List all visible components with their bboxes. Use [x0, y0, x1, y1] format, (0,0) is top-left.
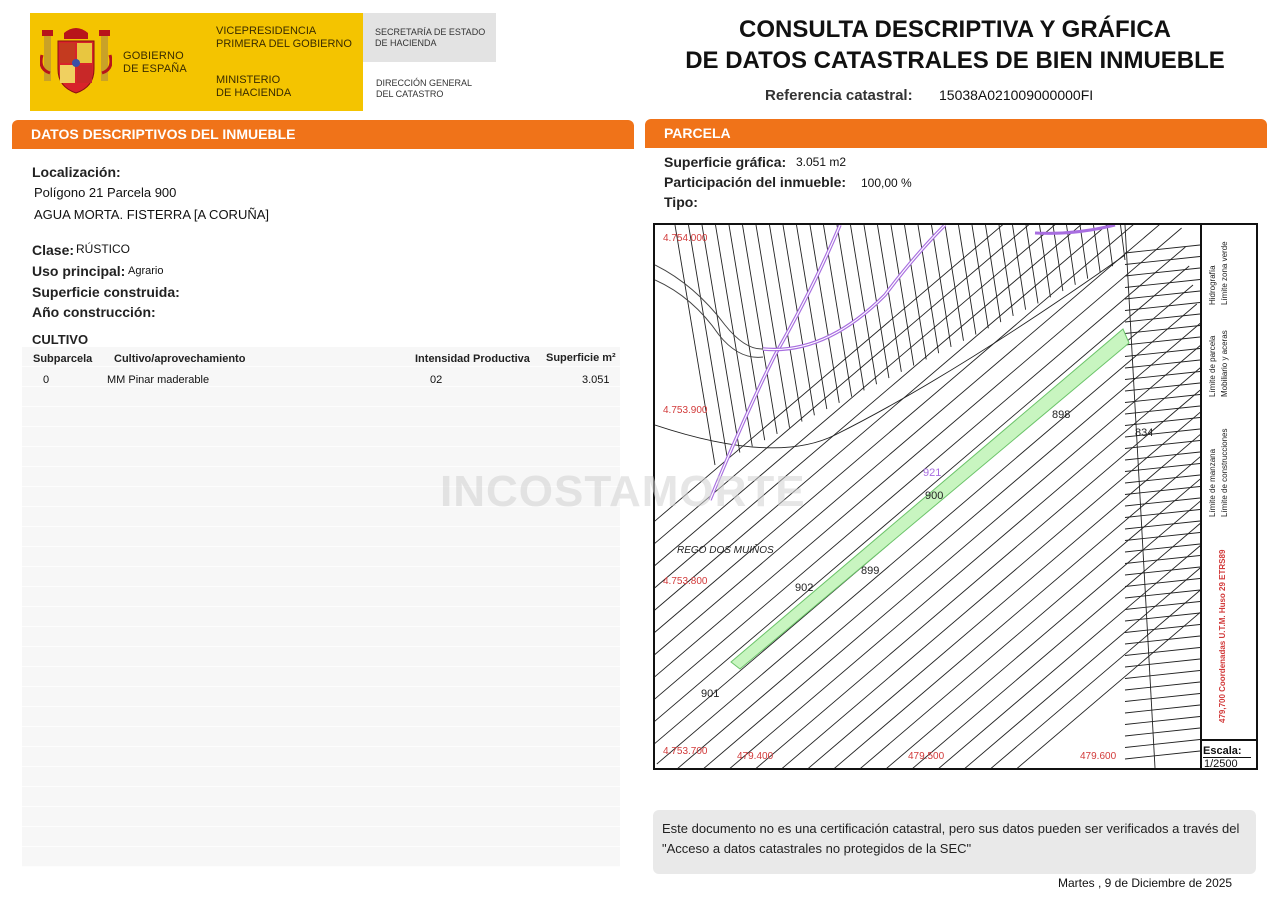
referencia-catastral-value: 15038A021009000000FI: [939, 87, 1094, 103]
scale-label: Escala:: [1203, 745, 1242, 757]
parcel-boundary-line: [1125, 225, 1155, 768]
localizacion-line1: Polígono 21 Parcela 900: [34, 185, 177, 200]
legend-hidrografia: Hidrografía: [1208, 265, 1217, 305]
parcel-boundary-line: [1125, 395, 1200, 403]
parcel-boundary-line: [1125, 383, 1200, 391]
cultivo-header-subparcela: Subparcela: [33, 353, 93, 365]
document-date: Martes , 9 de Diciembre de 2025: [1058, 876, 1233, 890]
legend-limite-manzana: Límite de manzana: [1208, 448, 1217, 517]
cultivo-table-background: [22, 347, 620, 867]
parcel-boundary-line: [1125, 567, 1200, 575]
y-coord-label: 4.753.900: [663, 405, 708, 416]
parcel-boundary-line: [743, 225, 778, 434]
cultivo-header-intensidad: Intensidad Productiva: [415, 353, 530, 365]
parcel-boundary-line: [1125, 521, 1200, 529]
document-title: CONSULTA DESCRIPTIVA Y GRÁFICA DE DATOS CATASTRALES DE BIEN INMUEBLE: [685, 16, 1225, 74]
parcel-boundary-line: [756, 225, 790, 428]
parcela-section-rule: [645, 145, 1267, 148]
parcel-boundary-line: [1125, 556, 1200, 564]
clase-value: RÚSTICO: [76, 242, 130, 256]
direccion-general-label: DIRECCIÓN GENERAL DEL CATASTRO: [376, 78, 473, 99]
parcel-boundary-line: [1125, 602, 1200, 610]
parcel-boundary-line: [1125, 360, 1200, 368]
cultivo-header-aprovechamiento: Cultivo/aprovechamiento: [114, 353, 246, 365]
parcel-boundary-line: [1125, 659, 1200, 667]
toponym-label: REGO DOS MUIÑOS: [677, 545, 774, 556]
parcel-boundary-line: [729, 225, 765, 440]
parcel-boundary-line: [1125, 498, 1200, 506]
parcel-boundary-line: [1125, 682, 1200, 690]
parcel-boundary-line: [675, 225, 715, 465]
vicepresidencia-label: VICEPRESIDENCIA PRIMERA DEL GOBIERNO: [216, 25, 352, 50]
tipo-label: Tipo:: [664, 194, 698, 210]
parcel-label: 902: [795, 582, 814, 594]
scale-value: 1/2500: [1204, 758, 1238, 770]
parcel-boundary-line: [783, 225, 814, 415]
legend-limite-parcela: Límite de parcela: [1208, 335, 1217, 397]
secretaria-label: SECRETARÍA DE ESTADO DE HACIENDA: [375, 27, 486, 48]
parcel-boundary-line: [1125, 613, 1200, 621]
parcel-boundary-line: [1125, 452, 1200, 460]
gobierno-label: GOBIERNO DE ESPAÑA: [123, 50, 187, 75]
descriptive-section-rule: [12, 146, 634, 149]
parcel-boundary-line: [1125, 257, 1200, 265]
parcel-label: 921: [923, 467, 942, 479]
parcel-boundary-line: [986, 225, 1001, 322]
cultivo-header-superficie: Superficie m²: [546, 352, 616, 364]
legend-limite-construcciones: Límite de construcciones: [1220, 428, 1229, 517]
superficie-grafica-value: 3.051 m2: [796, 155, 847, 169]
participacion-value: 100,00 %: [861, 176, 912, 190]
uso-principal-value: Agrario: [128, 265, 164, 277]
x-coord-label: 479.600: [1080, 751, 1117, 762]
descriptive-section-header: DATOS DESCRIPTIVOS DEL INMUEBLE: [12, 120, 634, 148]
parcel-boundary-line: [1125, 751, 1200, 759]
parcel-label: 901: [701, 688, 720, 700]
anio-construccion-label: Año construcción:: [32, 304, 156, 320]
government-logo-block: [30, 13, 363, 111]
parcel-boundary-line: [691, 475, 1200, 768]
parcel-boundary-line: [891, 225, 914, 366]
parcel-boundary-line: [1125, 728, 1200, 736]
parcel-label: 900: [925, 490, 944, 502]
scale-box: [1200, 739, 1256, 770]
parcel-boundary-line: [1125, 326, 1200, 334]
superficie-grafica-label: Superficie gráfica:: [664, 154, 787, 170]
parcel-boundary-line: [1125, 705, 1200, 713]
parcel-label: 899: [861, 565, 880, 577]
parcel-boundary-line: [1125, 579, 1200, 587]
parcel-boundary-line: [1107, 225, 1113, 266]
ministerio-label: MINISTERIO DE HACIENDA: [216, 74, 292, 99]
cultivo-title: CULTIVO: [32, 332, 89, 347]
parcel-label: 834: [1135, 427, 1154, 439]
localizacion-line2: AGUA MORTA. FISTERRA [A CORUÑA]: [34, 207, 270, 222]
watermark: INCOSTAMORTE: [440, 467, 806, 516]
legend-coordinates: 479,700 Coordenadas U.T.M. Huso 29 ETRS89: [1218, 549, 1227, 723]
cultivo-cell-aprovechamiento: MM Pinar maderable: [107, 374, 210, 386]
parcel-boundary-line: [702, 532, 1200, 768]
parcel-boundary-line: [770, 225, 802, 422]
parcel-boundary-line: [1125, 464, 1200, 472]
parcel-boundary-line: [972, 225, 988, 328]
parcel-boundary-line: [1094, 225, 1101, 272]
parcel-boundary-line: [1125, 544, 1200, 552]
y-coord-label: 4.753.800: [663, 576, 708, 587]
y-coord-label: 4.753.700: [663, 746, 708, 757]
parcel-boundary-line: [1125, 475, 1200, 483]
parcel-boundary-line: [1125, 740, 1200, 748]
cultivo-cell-subparcela: 0: [43, 374, 50, 386]
parcel-boundary-line: [1125, 717, 1200, 725]
cultivo-cell-intensidad: 02: [430, 374, 443, 386]
river-line: [710, 225, 840, 500]
parcel-boundary-line: [1125, 694, 1200, 702]
parcel-boundary-line: [655, 225, 1163, 593]
river-line-3: [1035, 225, 1115, 233]
parcel-boundary-line: [1125, 372, 1200, 380]
legend-separator: [1200, 225, 1202, 768]
cultivo-cell-superficie: 3.051: [582, 374, 610, 386]
parcel-boundary-line: [1080, 225, 1088, 279]
x-coord-label: 479.500: [908, 751, 945, 762]
y-coord-label: 4.754.000: [663, 233, 708, 244]
parcel-boundary-line: [1053, 225, 1063, 291]
parcel-boundary-line: [1125, 406, 1200, 414]
parcel-boundary-line: [1013, 225, 1026, 310]
parcel-boundary-line: [1040, 225, 1051, 297]
parcel-boundary-line: [1125, 291, 1200, 299]
parcel-boundary-line: [1125, 636, 1200, 644]
parcel-boundary-line: [1125, 280, 1200, 288]
parcel-boundary-line: [1125, 487, 1200, 495]
uso-principal-label: Uso principal:: [32, 263, 126, 279]
coat-of-arms-icon: [40, 25, 112, 99]
parcel-boundary-line: [797, 225, 827, 409]
superficie-construida-label: Superficie construida:: [32, 284, 180, 300]
legend-mobiliario: Mobiliario y aceras: [1220, 330, 1229, 397]
parcel-boundary-line: [676, 399, 1200, 768]
parcel-boundary-line: [1125, 337, 1200, 345]
parcel-boundary-line: [1125, 314, 1200, 322]
parcel-boundary-line: [959, 225, 976, 335]
secretaria-block: [363, 13, 496, 62]
parcel-boundary-line: [837, 225, 864, 390]
parcel-boundary-line: [1125, 590, 1200, 598]
parcel-boundary-line: [1125, 625, 1200, 633]
parcel-boundary-line: [1125, 648, 1200, 656]
parcel-boundary-line: [657, 304, 1197, 764]
parcel-boundary-line: [1125, 268, 1200, 276]
disclaimer-note: Este documento no es una certificación catastral, pero sus datos pueden ser verificados a través del "Acceso a datos catastrales no protegidos de la SEC": [653, 810, 1256, 874]
legend-zona-verde: Límite zona verde: [1220, 241, 1229, 305]
parcel-label: 898: [1052, 409, 1071, 421]
parcel-boundary-line: [1125, 303, 1200, 311]
clase-label: Clase:: [32, 242, 75, 258]
parcela-section-header: PARCELA: [645, 119, 1267, 147]
participacion-label: Participación del inmueble:: [664, 174, 847, 190]
parcel-boundary-line: [1125, 245, 1200, 253]
referencia-catastral-label: Referencia catastral:: [765, 87, 913, 104]
localizacion-label: Localización:: [32, 164, 121, 180]
x-coord-label: 479.400: [737, 751, 774, 762]
parcel-boundary-line: [1125, 671, 1200, 679]
parcel-boundary-line: [710, 570, 1200, 768]
